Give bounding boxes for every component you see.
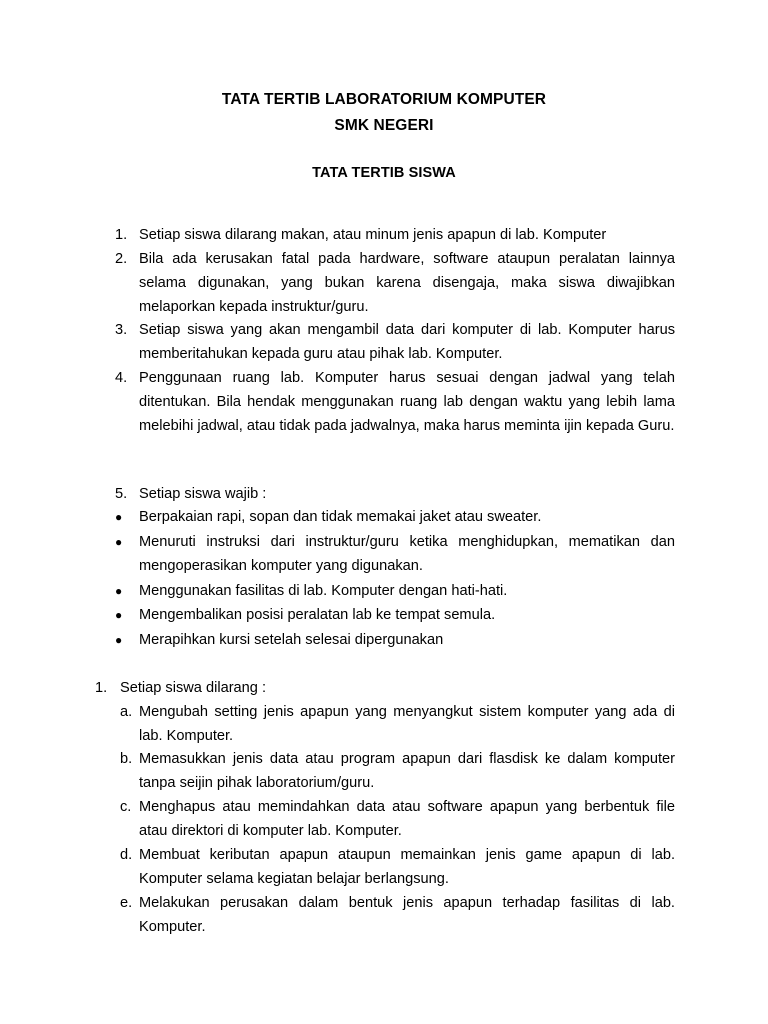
bullet-icon: ● [115, 633, 123, 647]
prohibited-item: Mengubah setting jenis apapun yang menyangkut sistem komputer yang ada di lab. Komputer. [139, 704, 675, 744]
prohibited-item-marker: e. [120, 895, 133, 911]
rule-text: Bila ada kerusakan fatal pada hardware, software ataupun peralatan lainnya selama digunakan, yang bukan karena disengaja, maka siswa diwajibkan melaporkan kepada instruktur/guru. [139, 251, 675, 315]
prohibited-item: Membuat keributan apapun ataupun memainkan jenis game apapun di lab. Komputer selama kegiatan belajar berlangsung. [139, 847, 675, 887]
rule-marker: 3. [115, 322, 128, 338]
prohibited-item-marker: a. [120, 704, 133, 720]
prohibited-item-marker: d. [120, 847, 133, 863]
obligation-item: Mengembalikan posisi peralatan lab ke tempat semula. [139, 607, 496, 623]
obligation-item: Berpakaian rapi, sopan dan tidak memakai jaket atau sweater. [139, 509, 542, 525]
prohibited-item: Menghapus atau memindahkan data atau software apapun yang berbentuk file atau direktori di komputer lab. Komputer. [139, 799, 675, 839]
bullet-icon: ● [115, 535, 123, 549]
rule-marker: 1. [115, 227, 128, 243]
section-subtitle: TATA TERTIB SISWA [312, 165, 456, 181]
rule-marker: 2. [115, 251, 128, 267]
obligation-item: Menuruti instruksi dari instruktur/guru ketika menghidupkan, mematikan dan mengoperasikan komputer yang digunakan. [139, 534, 675, 574]
school-name: SMK NEGERI [334, 117, 434, 134]
document-title: TATA TERTIB LABORATORIUM KOMPUTER [221, 91, 547, 108]
rule-text: Setiap siswa dilarang makan, atau minum jenis apapun di lab. Komputer [139, 227, 607, 243]
prohibited-item: Memasukkan jenis data atau program apapun dari flasdisk ke dalam komputer tanpa seijin pihak laboratorium/guru. [139, 751, 675, 791]
rule-marker: 5. [115, 486, 128, 502]
prohibited-heading: Setiap siswa dilarang : [120, 680, 267, 696]
prohibited-marker: 1. [95, 680, 108, 696]
rule-text: Setiap siswa wajib : [139, 486, 267, 502]
rule-marker: 4. [115, 370, 128, 386]
prohibited-item-marker: c. [120, 799, 132, 815]
bullet-icon: ● [115, 608, 123, 622]
bullet-icon: ● [115, 584, 123, 598]
rule-text: Setiap siswa yang akan mengambil data dari komputer di lab. Komputer harus memberitahukan kepada guru atau pihak lab. Komputer. [139, 322, 675, 362]
prohibited-item: Melakukan perusakan dalam bentuk jenis apapun terhadap fasilitas di lab. Komputer. [139, 895, 675, 935]
obligation-item: Menggunakan fasilitas di lab. Komputer dengan hati-hati. [139, 583, 508, 599]
bullet-icon: ● [115, 510, 123, 524]
obligation-item: Merapihkan kursi setelah selesai dipergunakan [139, 632, 444, 648]
prohibited-item-marker: b. [120, 751, 133, 767]
rule-text: Penggunaan ruang lab. Komputer harus sesuai dengan jadwal yang telah ditentukan. Bila hendak menggunakan ruang lab dengan waktu yang lebih lama melebihi jadwal, atau tidak pada jadwalnya, maka harus meminta ijin kepada Guru. [139, 370, 675, 434]
